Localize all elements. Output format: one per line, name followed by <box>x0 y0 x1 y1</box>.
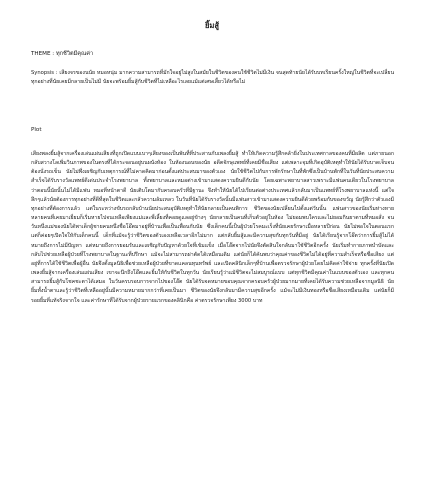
synopsis-paragraph <box>31 69 394 87</box>
plot-paragraph: เสียงพลงยิ้มสู้จากเครื่องเล่นแผ่นเสียงที่ถูกเปิดแบบเบาๆเสียงของเป็นพ้นที่ที่ประสานกับเพลงยิ้มสู้ ทำให้เกิดความรู้สึกคล้ายิ่งในประเทศกาลของคนที่มีผลิต แต่ภายนอกกลับสวางโลเพิ่มวินภาพของในตรงที่ได้กระจอนอยู่บนผนังห้อง ในห้องนอนของนัย อดีตจักษุแพทย์ที่เคยมีชื่อเสียง แต่เพลาะจุมที่เกิดอุบัติเหตุทำให้นัยได้รับบาดเจ็บจนต้องนั่งรถเข็น นัยไม่พึ่งเผชิญกับเหตุการณ์ที่ไม่คาดคิดมาก่อนตั้งแต่ประสบมาของตัวเอง นัยใช้ชีวิตไปกับการพักรักษาในที่พักซึ่งเป็นบ้านพักที่ในวันที่นัยประสบความสำเร็จได้รับรางวัลแพทย์ดีเด่นประจำโรงพยาบาล ทั้งพยาบาลและหมอต่างเข้ามาแสดงความยินดีกับนัย โดยเฉพาะพยาบาลสาวเพราะมีแฟนคนเดียวในโรงพยาบาล ว่าตอนนี้นัยนั้นไม่ได้มีแฟน หมอที่หน้าตาดี นัยเติบโตมากับครอบครัวที่มีฐานะ จึงทำให้นัยได้ไปเรียนต่อต่างประเทศแล้วกลับมาเป็นแพทย์ที่โรงพยาบาลแห่งนี้ แต่ใจลึกๆแล้วนัยต้องการทุกอย่างที่ดีที่สุดในชีวิตและกลัวความล้มเหลว ในวันที่นัยได้รับรางวัลนั้นมีแฟนสาวเข้ามาแสดงความยินดีด้วยพร้อมกับของขวัญ นัยรู้สึกว่าตัวเองมีทุกอย่างที่ต้องการแล้ว แต่ในระหว่างขับรถกลับบ้านนัยประสบอุบัติเหตุทำให้นัยกลายเป็นคนพิการ ชีวิตของนัยเปลี่ยนไปตั้งแต่วันนั้น แฟนสาวของนัยเริ่มห่างหาย หลายคนที่เคยมาเยี่ยมก็เริ่มหายไปจนเหลือเพียงแม่และพี่เลี้ยงที่คอยดูแลอยู่ข้างๆ นัยกลายเป็นคนที่เก็บตัวอยู่ในห้อง ไม่ยอมพบใครและไม่ยอมกินยาตามที่หมอสั่ง จนวันหนึ่งแม่ของนัยได้พาเด็กผู้ชายคนหนึ่งชื่อโอ๊ตมาอยู่ที่บ้านเพื่อเป็นเพื่อนกับนัย ซึ่งเด็กคนนี้เป็นผู้ป่วยโรคมะเร็งที่นัยเคยรักษาเมื่อหลายปีก่อน นัยไม่พอใจในตอนแรกแต่ก็ค่อยๆเปิดใจให้กับเด็กคนนี้ เด็กที่แม้จะรู้ว่าชีวิตของตัวเองเหลือเวลาอีกไม่มาก แต่กลับยิ้มสู้และมีความสุขกับทุกวันที่มีอยู่ นัยได้เรียนรู้จากโอ๊ตว่าการยิ้มสู้ไม่ได้หมายถึงการไม่มีปัญหา แต่หมายถึงการยอมรับและเผชิญกับปัญหาด้วยใจที่เข้มแข็ง เมื่อโอ๊ตจากไปนัยจึงตัดสินใจกลับมาใช้ชีวิตอีกครั้ง นัยเริ่มทำกายภาพบำบัดและกลับไปช่วยเหลือผู้ป่วยที่โรงพยาบาลในฐานะที่ปรึกษา แม้จะไม่สามารถผ่าตัดได้เหมือนเดิม แต่นัยก็ได้ค้นพบว่าคุณค่าของชีวิตไม่ได้อยู่ที่ความสำเร็จหรือชื่อเสียง แต่อยู่ที่การได้ใช้ชีวิตเพื่อผู้อื่น นัยจึงตั้งมูลนิธิเพื่อช่วยเหลือผู้ป่วยที่ขาดแคลนทุนทรัพย์ และเปิดคลินิกเล็กๆที่บ้านเพื่อตรวจรักษาผู้ป่วยโดยไม่คิดค่าใช้จ่าย ทุกครั้งที่นัยเปิดเพลงยิ้มสู้จากเครื่องเล่นแผ่นเสียง เขาจะนึกถึงโอ๊ตและยิ้มให้กับชีวิตในทุกวัน นัยเรียนรู้ว่าแม้ชีวิตจะไม่สมบูรณ์แบบ แต่ทุกชีวิตมีคุณค่าในแบบของตัวเอง และทุกคนสามารถยิ้มสู้กับโชคชะตาได้เสมอ ในวันครบรอบการจากไปของโอ๊ต นัยได้รับจดหมายขอบคุณจากครอบครัวผู้ป่วยมากมายที่เคยได้รับความช่วยเหลือจากมูลนิธิ นัยยิ้มทั้งน้ำตาและรู้ว่าชีวิตที่เหลืออยู่นั้นมีความหมายมากกว่าที่เคยเป็นมา ชีวิตของนัยจึงกลับมามีความสุขอีกครั้ง แม้จะไม่มีเงินทองหรือชื่อเสียงเหมือนเดิม แต่นัยก็มีรอยยิ้มที่แท้จริงจากใจ และค่ารักษาที่ได้รับจากผู้ป่วยรายแรกของคลินิกคือ ค่าตรวจรักษาเพียง 3000 บาท <box>31 151 394 304</box>
document-title: ยิ้มสู้ <box>204 21 220 30</box>
plot-heading: Plot <box>31 127 42 133</box>
theme-label: THEME : <box>31 51 55 57</box>
theme-line <box>31 50 394 59</box>
synopsis-text: เสียงจรของนนัย หมอหนุ่ม มากความสามารถที่มักใจอยู่ไม่สูงในสมัยในชีวิตของคนใช้ชีวิตไม่มีเงิน จนสุดท้ายนัยได้รับบทเรียนครั้งใหญ่ในชีวิตที่จะเปลี่ยนทุกอย่างที่นัยเคยมีกลายเป็นไม่มี นัยจะพร้อมยิ้มสู้กับชีวิตที่ไม่เหลือะไรเลยแม้แต่เศษเสี้ยวได้หรือไม่ <box>31 70 394 86</box>
theme-value: ทุกชีวิตมีคุณค่า <box>55 51 94 57</box>
synopsis-label: Synopsis : <box>31 70 58 76</box>
